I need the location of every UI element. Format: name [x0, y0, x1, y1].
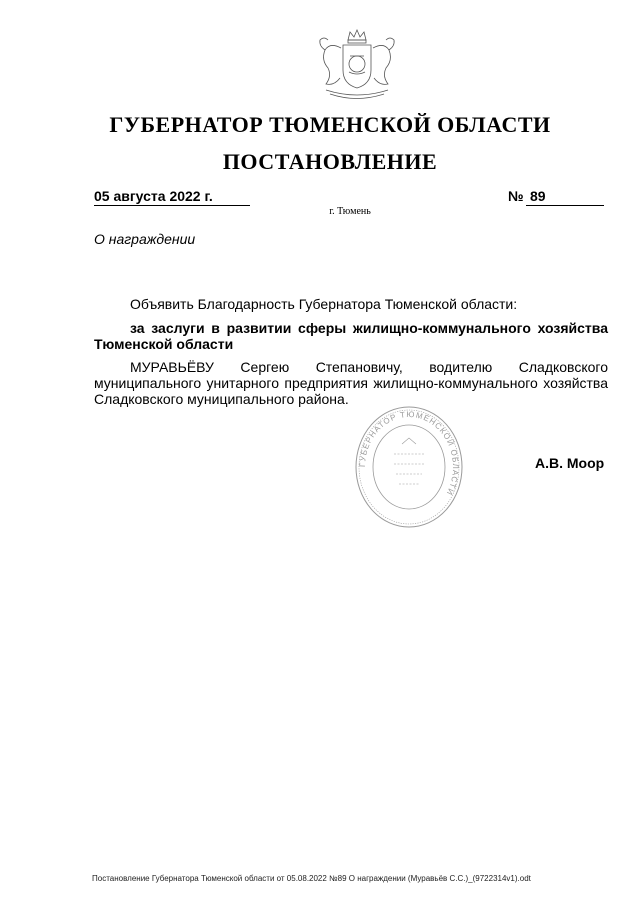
document-subject: О награждении — [94, 231, 196, 247]
document-date: 05 августа 2022 г. — [94, 189, 250, 206]
signer-name: А.В. Моор — [535, 455, 605, 471]
body-recipient: МУРАВЬЁВУ Сергею Степановичу, водителю Сладковского муниципального унитарного предприятия жилищно-коммунального хозяйства Сладковского муниципального района. — [94, 359, 608, 407]
body-reason: за заслуги в развитии сферы жилищно-коммунального хозяйства Тюменской области — [94, 320, 608, 352]
number-label: № — [508, 188, 524, 204]
document-type-title: ПОСТАНОВЛЕНИЕ — [222, 149, 438, 174]
issuer-title: ГУБЕРНАТОР ТЮМЕНСКОЙ ОБЛАСТИ — [109, 112, 551, 137]
city-label: г. Тюмень — [329, 206, 371, 217]
official-seal — [354, 404, 464, 530]
coat-of-arms-emblem — [312, 26, 402, 104]
footer-file-reference: Постановление Губернатора Тюменской области от 05.08.2022 №89 О награждении (Муравьёв С.С.)_(9722314v1).odt — [92, 874, 531, 883]
body-intro: Объявить Благодарность Губернатора Тюменской области: — [130, 296, 518, 312]
document-number: 89 — [526, 189, 604, 206]
seal-text: ГУБЕРНАТОР ТЮМЕНСКОЙ ОБЛАСТИ — [357, 409, 461, 497]
